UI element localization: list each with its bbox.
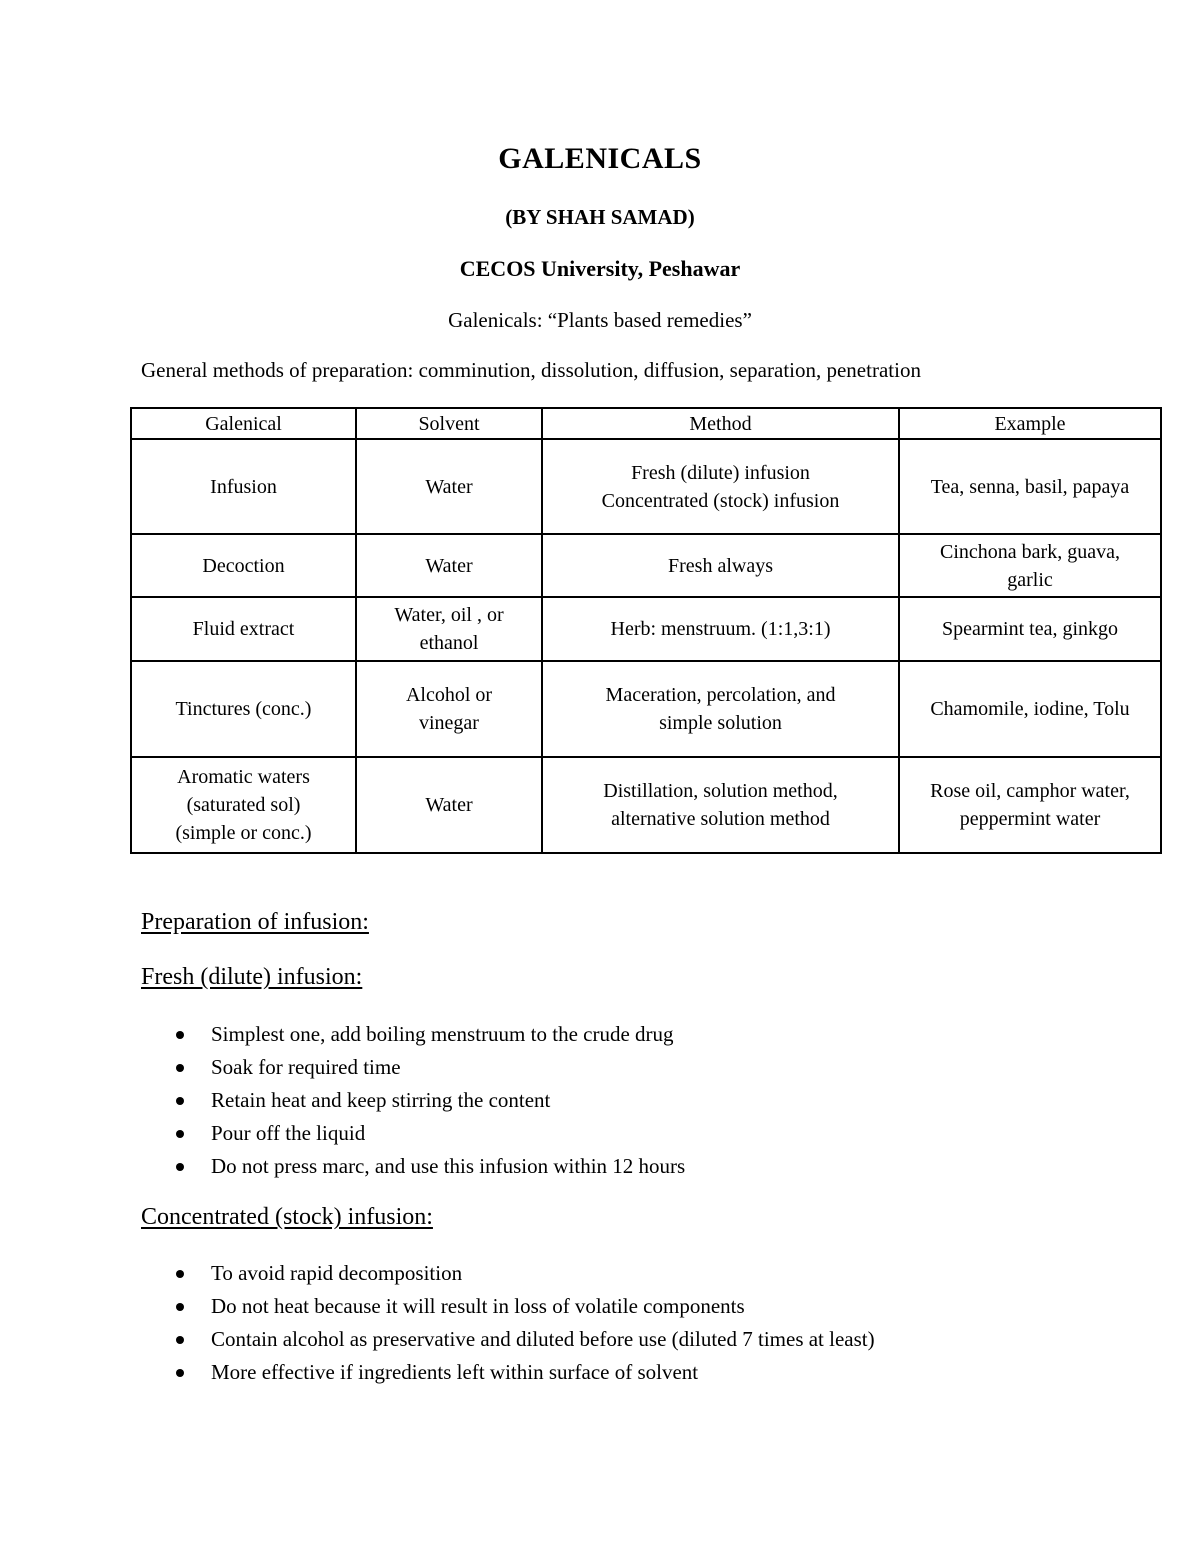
university-line: CECOS University, Peshawar — [459, 256, 741, 281]
table-row — [131, 597, 1161, 661]
list-item-text: To avoid rapid decomposition — [211, 1261, 463, 1285]
list-item — [171, 1323, 875, 1356]
cell-line: Spearmint tea, ginkgo — [941, 618, 1119, 640]
tagline: Galenicals: “Plants based remedies” — [448, 308, 752, 332]
preparation-heading: Preparation of infusion: — [141, 909, 369, 935]
cell-example — [899, 534, 1161, 597]
galenicals-table — [130, 407, 1162, 854]
cell-line: Water — [425, 794, 473, 816]
cell-line: simple solution — [659, 712, 782, 734]
list-item-text: Contain alcohol as preservative and diluted before use (diluted 7 times at least) — [211, 1327, 875, 1351]
cell-line: Tea, senna, basil, papaya — [930, 475, 1130, 498]
table-row — [131, 534, 1161, 597]
header-galenical: Galenical — [131, 408, 356, 439]
list-item-text: Do not press marc, and use this infusion within 12 hours — [211, 1154, 686, 1178]
bullet-icon — [176, 1336, 184, 1344]
cell-line: ethanol — [419, 632, 479, 654]
bullet-icon — [176, 1369, 184, 1377]
cell-example — [899, 439, 1161, 534]
bullet-icon — [176, 1270, 184, 1278]
cell-example — [899, 597, 1161, 661]
cell-line: Decoction — [202, 554, 285, 577]
cell-line: Fluid extract — [192, 618, 295, 640]
cell-line: Aromatic waters — [177, 766, 310, 788]
author-line: (BY SHAH SAMAD) — [505, 205, 695, 229]
cell-line: Cinchona bark, guava, — [940, 540, 1120, 563]
cell-line: Alcohol or — [405, 684, 493, 706]
header-method: Method — [542, 408, 899, 439]
cell-solvent — [356, 534, 542, 597]
cell-line: peppermint water — [959, 808, 1101, 830]
cell-line: Concentrated (stock) infusion — [601, 489, 840, 512]
cell-method — [542, 439, 899, 534]
table-row — [131, 757, 1161, 853]
bullet-icon — [176, 1303, 184, 1311]
list-item — [171, 1150, 685, 1183]
table-header-row — [131, 408, 1161, 439]
cell-galenical — [131, 661, 356, 757]
list-item-text: Retain heat and keep stirring the content — [211, 1088, 551, 1112]
list-item — [171, 1356, 875, 1389]
cell-line: (simple or conc.) — [175, 822, 312, 844]
bullet-icon — [176, 1064, 184, 1072]
list-item — [171, 1051, 685, 1084]
cell-example — [899, 661, 1161, 757]
bullet-icon — [176, 1097, 184, 1105]
cell-solvent — [356, 661, 542, 757]
cell-solvent — [356, 757, 542, 853]
list-item-text: Simplest one, add boiling menstruum to the crude drug — [211, 1022, 674, 1046]
cell-line: Chamomile, iodine, Tolu — [930, 698, 1130, 720]
cell-solvent — [356, 597, 542, 661]
cell-line: garlic — [1007, 568, 1053, 591]
fresh-infusion-list — [171, 1018, 685, 1183]
methods-line: General methods of preparation: comminution, dissolution, diffusion, separation, penetration — [141, 358, 921, 382]
bullet-icon — [176, 1163, 184, 1171]
concentrated-infusion-heading: Concentrated (stock) infusion: — [141, 1204, 433, 1230]
cell-method — [542, 534, 899, 597]
bullet-icon — [176, 1031, 184, 1039]
concentrated-infusion-list — [171, 1257, 875, 1389]
header-example: Example — [899, 408, 1161, 439]
cell-method — [542, 597, 899, 661]
cell-example — [899, 757, 1161, 853]
cell-line: Rose oil, camphor water, — [930, 780, 1130, 802]
cell-line: Tinctures (conc.) — [175, 698, 312, 720]
cell-line: Fresh (dilute) infusion — [631, 461, 810, 484]
bullet-icon — [176, 1130, 184, 1138]
list-item — [171, 1117, 685, 1150]
header-solvent: Solvent — [356, 408, 542, 439]
cell-line: Water — [425, 554, 473, 577]
cell-galenical — [131, 597, 356, 661]
table-row — [131, 661, 1161, 757]
cell-line: Maceration, percolation, and — [605, 684, 836, 706]
table-row — [131, 439, 1161, 534]
cell-line: Distillation, solution method, — [603, 780, 838, 802]
cell-solvent — [356, 439, 542, 534]
list-item-text: Do not heat because it will result in loss of volatile components — [211, 1294, 745, 1318]
cell-line: alternative solution method — [611, 808, 830, 830]
cell-line: Water, oil , or — [394, 604, 504, 626]
cell-galenical — [131, 757, 356, 853]
cell-line: (saturated sol) — [186, 794, 301, 816]
cell-galenical — [131, 439, 356, 534]
fresh-infusion-heading: Fresh (dilute) infusion: — [141, 964, 363, 990]
list-item — [171, 1257, 875, 1290]
cell-galenical — [131, 534, 356, 597]
cell-line: Infusion — [210, 475, 277, 498]
document-title: GALENICALS — [498, 142, 702, 175]
list-item-text: Pour off the liquid — [211, 1121, 366, 1145]
list-item-text: More effective if ingredients left within surface of solvent — [211, 1360, 699, 1384]
cell-line: Herb: menstruum. (1:1,3:1) — [610, 618, 831, 640]
cell-line: vinegar — [419, 712, 479, 734]
cell-line: Fresh always — [668, 554, 773, 577]
cell-method — [542, 757, 899, 853]
list-item — [171, 1018, 685, 1051]
list-item-text: Soak for required time — [211, 1055, 401, 1079]
cell-line: Water — [425, 475, 473, 498]
cell-method — [542, 661, 899, 757]
list-item — [171, 1084, 685, 1117]
list-item — [171, 1290, 875, 1323]
